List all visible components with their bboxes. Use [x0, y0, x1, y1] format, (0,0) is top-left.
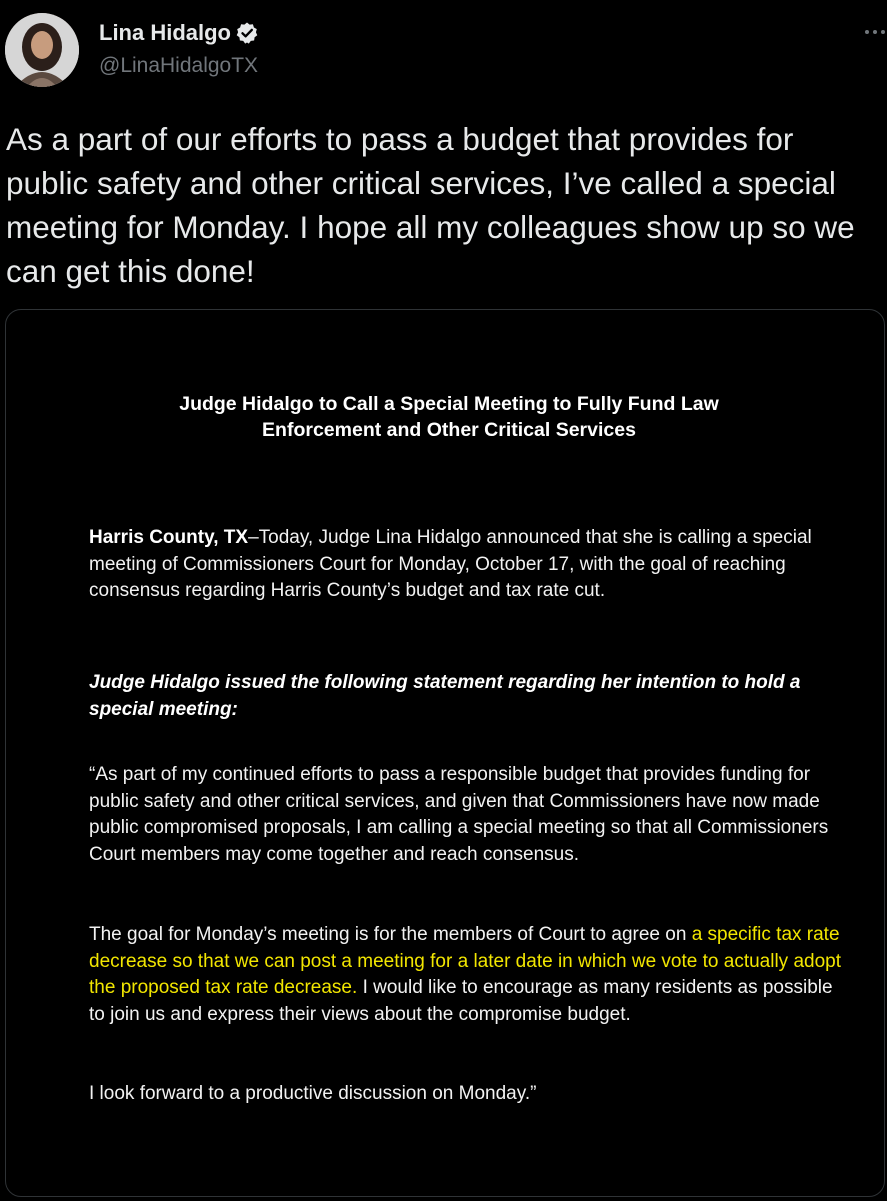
press-release-paragraph-intro [89, 525, 849, 605]
press-release-title-line-1: Judge Hidalgo to Call a Special Meeting to Fully Fund Law [179, 393, 719, 415]
press-release-quote-paragraph-2 [89, 922, 849, 1028]
goal-text-before: The goal for Monday’s meeting is for the members of Court to agree on [89, 924, 692, 945]
tweet-text: As a part of our efforts to pass a budget that provides for public safety and other critical services, I’ve called a special meeting for Monday. I hope all my colleagues show up so we can get this done! [6, 121, 855, 289]
press-release-title-line-2: Enforcement and Other Critical Services [262, 419, 636, 441]
press-release-quote-paragraph-1: “As part of my continued efforts to pass a responsible budget that provides funding for public safety and other critical services, and given that Commissioners have now made public compromised proposals, I am calling a special meeting so that all Commissioners Court members may come together and reach consensus. [89, 764, 829, 865]
press-release-title [6, 391, 885, 443]
dateline: Harris County, TX [89, 527, 249, 548]
press-release-closing: I look forward to a productive discussion on Monday.” [89, 1083, 537, 1104]
avatar[interactable] [5, 13, 79, 87]
highlighted-text: a specific tax rate decrease so that we can post a meeting for a later date in which we vote to actually adopt the proposed tax rate decrease. [89, 924, 841, 998]
attached-image[interactable] [5, 309, 885, 1197]
more-options-icon[interactable] [862, 22, 887, 42]
author-name-text[interactable]: Lina Hidalgo [99, 20, 231, 45]
press-release-statement-lead: Judge Hidalgo issued the following statement regarding her intention to hold a special meeting: [89, 672, 801, 720]
intro-text: –Today, Judge Lina Hidalgo announced that she is calling a special meeting of Commissioners Court for Monday, October 17, with the goal of reaching consensus regarding Harris County’s budget and tax rate cut. [89, 527, 812, 601]
verified-badge-icon [235, 21, 259, 45]
author-handle[interactable]: @LinaHidalgoTX [99, 54, 259, 77]
goal-text-after: I would like to encourage as many residents as possible to join us and express their views about the compromise budget. [89, 977, 833, 1025]
author-name[interactable] [99, 20, 259, 46]
